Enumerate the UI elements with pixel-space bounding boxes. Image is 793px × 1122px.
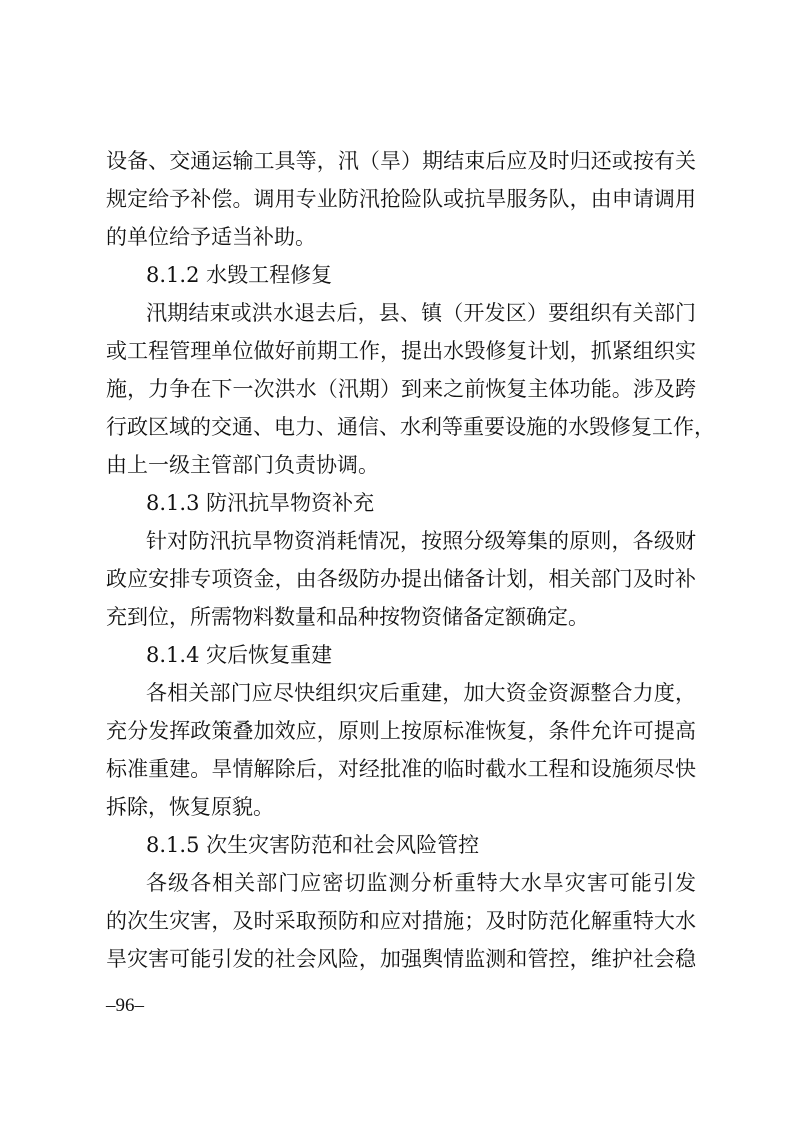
- section-heading-8-1-3: 8.1.3 防汛抗旱物资补充: [146, 491, 375, 515]
- paragraph-line: 标准重建。旱情解除后，对经批准的临时截水工程和设施须尽快: [106, 757, 696, 781]
- paragraph-line: 拆除，恢复原貌。: [106, 795, 274, 819]
- paragraph-line: 各级各相关部门应密切监测分析重特大水旱灾害可能引发: [146, 871, 696, 895]
- paragraph-line: 汛期结束或洪水退去后，县、镇（开发区）要组织有关部门: [146, 301, 696, 325]
- section-heading-8-1-2: 8.1.2 水毁工程修复: [146, 263, 333, 287]
- paragraph-line: 设备、交通运输工具等，汛（旱）期结束后应及时归还或按有关: [106, 149, 696, 173]
- paragraph-line: 旱灾害可能引发的社会风险，加强舆情监测和管控，维护社会稳: [106, 947, 696, 971]
- paragraph-line: 行政区域的交通、电力、通信、水利等重要设施的水毁修复工作，: [106, 415, 715, 439]
- paragraph-line: 由上一级主管部门负责协调。: [106, 453, 379, 477]
- paragraph-line: 的单位给予适当补助。: [106, 225, 316, 249]
- paragraph-line: 的次生灾害，及时采取预防和应对措施；及时防范化解重特大水: [106, 909, 696, 933]
- paragraph-line: 政应安排专项资金，由各级防办提出储备计划，相关部门及时补: [106, 567, 696, 591]
- section-heading-8-1-4: 8.1.4 灾后恢复重建: [146, 643, 333, 667]
- paragraph-line: 施，力争在下一次洪水（汛期）到来之前恢复主体功能。涉及跨: [106, 377, 696, 401]
- paragraph-line: 针对防汛抗旱物资消耗情况，按照分级筹集的原则，各级财: [146, 529, 696, 553]
- page-number: –96–: [106, 995, 144, 1016]
- paragraph-line: 规定给予补偿。调用专业防汛抢险队或抗旱服务队，由申请调用: [106, 187, 696, 211]
- paragraph-line: 充到位，所需物料数量和品种按物资储备定额确定。: [106, 605, 589, 629]
- section-heading-8-1-5: 8.1.5 次生灾害防范和社会风险管控: [146, 833, 480, 857]
- paragraph-line: 充分发挥政策叠加效应，原则上按原标准恢复，条件允许可提高: [106, 719, 696, 743]
- paragraph-line: 各相关部门应尽快组织灾后重建，加大资金资源整合力度，: [146, 681, 696, 705]
- paragraph-line: 或工程管理单位做好前期工作，提出水毁修复计划，抓紧组织实: [106, 339, 696, 363]
